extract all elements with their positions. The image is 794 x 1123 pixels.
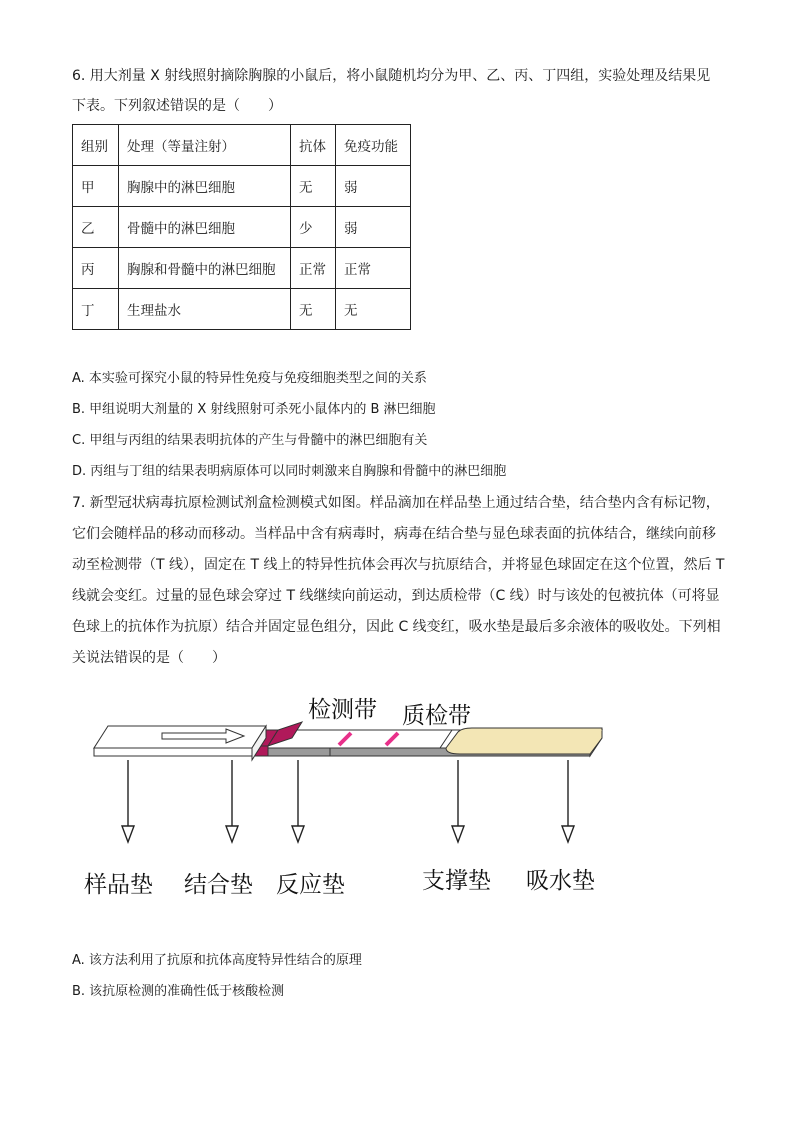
absorbent-pad <box>446 728 602 754</box>
table-cell: 正常 <box>291 248 336 289</box>
sample-pad-label: 样品垫 <box>84 872 153 898</box>
q7-stem-line-2: 它们会随样品的移动而移动。当样品中含有病毒时，病毒在结合垫与显色球表面的抗体结合，继续向前移 <box>72 526 716 542</box>
table-row <box>73 289 411 330</box>
table-cell: 胸腺中的淋巴细胞 <box>119 166 291 207</box>
table-cell: 弱 <box>336 207 411 248</box>
table-row <box>73 207 411 248</box>
q7-option-a: A. 该方法利用了抗原和抗体高度特异性结合的原理 <box>72 953 362 968</box>
table-cell: 丙 <box>73 248 119 289</box>
table-header-cell: 组别 <box>73 125 119 166</box>
table-row <box>73 248 411 289</box>
q6-option-c: C. 甲组与丙组的结果表明抗体的产生与骨髓中的淋巴细胞有关 <box>72 433 428 448</box>
q7-stem-line-3: 动至检测带（T 线），固定在 T 线上的特异性抗体会再次与抗原结合，并将显色球固定在这个位置，然后 T <box>72 557 725 573</box>
table-cell: 丁 <box>73 289 119 330</box>
q6-option-a: A. 本实验可探究小鼠的特异性免疫与免疫细胞类型之间的关系 <box>72 371 427 386</box>
q7-stem-line-4: 线就会变红。过量的显色球会穿过 T 线继续向前运动，到达质检带（C 线）时与该处的包被抗体（可将显 <box>72 588 720 604</box>
table-header-cell: 抗体 <box>291 125 336 166</box>
table-cell: 正常 <box>336 248 411 289</box>
q7-stem-line-5: 色球上的抗体作为抗原）结合并固定显色组分，因此 C 线变红，吸水垫是最后多余液体的吸收处。下列相 <box>72 619 721 635</box>
q6-option-b: B. 甲组说明大剂量的 X 射线照射可杀死小鼠体内的 B 淋巴细胞 <box>72 402 436 417</box>
pointer-arrows <box>122 760 574 842</box>
table-cell: 无 <box>336 289 411 330</box>
table-cell: 无 <box>291 289 336 330</box>
table-header-row <box>73 125 411 166</box>
table-cell: 胸腺和骨髓中的淋巴细胞 <box>119 248 291 289</box>
table-cell: 甲 <box>73 166 119 207</box>
table-cell: 乙 <box>73 207 119 248</box>
sample-pad <box>94 726 266 760</box>
table-cell: 生理盐水 <box>119 289 291 330</box>
q7-stem-line-6: 关说法错误的是（ ） <box>72 650 226 666</box>
control-line-label: 质检带 <box>402 703 471 729</box>
experiment-table <box>72 124 411 330</box>
support-pad-label: 支撑垫 <box>422 868 491 894</box>
table-cell: 少 <box>291 207 336 248</box>
table-cell: 骨髓中的淋巴细胞 <box>119 207 291 248</box>
q7-stem-line-1: 7. 新型冠状病毒抗原检测试剂盒检测模式如图。样品滴加在样品垫上通过结合垫，结合垫内含有标记物， <box>72 495 720 511</box>
antigen-test-strip-diagram <box>80 690 620 900</box>
table-header-cell: 免疫功能 <box>336 125 411 166</box>
q6-stem-line-1: 6. 用大剂量 X 射线照射摘除胸腺的小鼠后，将小鼠随机均分为甲、乙、丙、丁四组，实验处理及结果见 <box>72 68 711 84</box>
table-cell: 弱 <box>336 166 411 207</box>
table-header-cell: 处理（等量注射） <box>119 125 291 166</box>
table-cell: 无 <box>291 166 336 207</box>
test-line-label: 检测带 <box>308 697 377 723</box>
conjugate-pad-label: 结合垫 <box>184 872 253 898</box>
q7-option-b: B. 该抗原检测的准确性低于核酸检测 <box>72 984 285 999</box>
table-row <box>73 166 411 207</box>
q6-stem-line-2: 下表。下列叙述错误的是（ ） <box>72 98 282 114</box>
q6-option-d: D. 丙组与丁组的结果表明病原体可以同时刺激来自胸腺和骨髓中的淋巴细胞 <box>72 464 507 479</box>
reaction-pad-label: 反应垫 <box>276 872 345 898</box>
absorbent-pad-label: 吸水垫 <box>526 868 595 894</box>
